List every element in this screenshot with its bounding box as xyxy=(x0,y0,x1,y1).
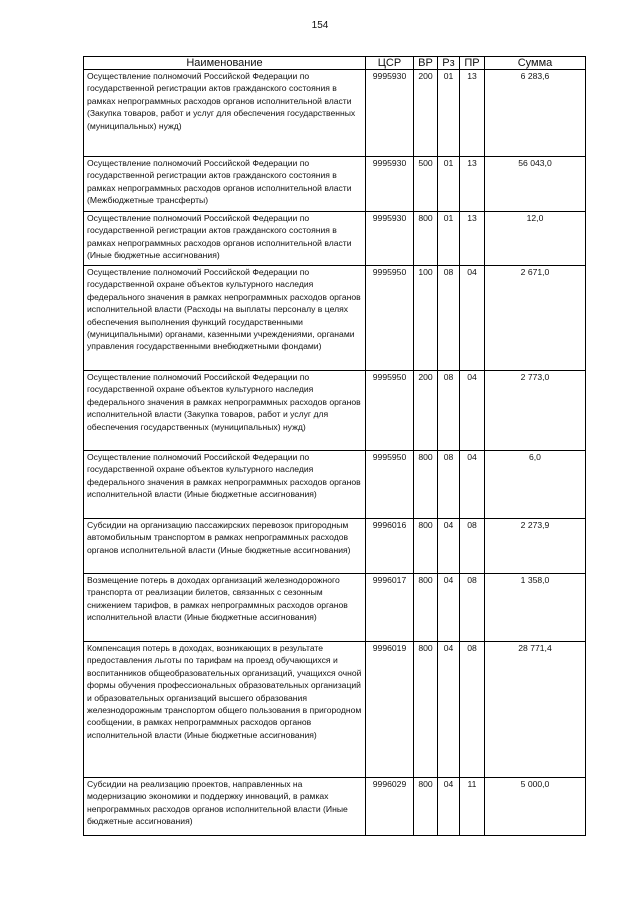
table-row xyxy=(84,157,586,212)
row-sum: 6 283,6 xyxy=(485,70,586,157)
row-vr: 800 xyxy=(414,778,438,836)
row-vr: 800 xyxy=(414,519,438,574)
row-sum: 1 358,0 xyxy=(485,574,586,642)
row-csr: 9995930 xyxy=(366,212,414,266)
row-sum: 2 773,0 xyxy=(485,371,586,451)
row-sum: 2 273,9 xyxy=(485,519,586,574)
row-pr: 04 xyxy=(460,371,485,451)
row-csr: 9995950 xyxy=(366,451,414,519)
table-row xyxy=(84,371,586,451)
row-rz: 04 xyxy=(438,519,460,574)
row-sum: 12,0 xyxy=(485,212,586,266)
row-vr: 200 xyxy=(414,371,438,451)
header-vr: ВР xyxy=(414,57,438,70)
row-pr: 04 xyxy=(460,451,485,519)
header-name: Наименование xyxy=(84,57,366,70)
row-pr: 08 xyxy=(460,519,485,574)
row-csr: 9996016 xyxy=(366,519,414,574)
row-pr: 04 xyxy=(460,266,485,371)
row-name: Осуществление полномочий Российской Федерации по государственной регистрации актов гражданского состояния в рамках непрограммных расходов органов исполнительной власти (Иные бюджетные ассигнования) xyxy=(84,212,366,266)
row-rz: 01 xyxy=(438,212,460,266)
row-csr: 9995950 xyxy=(366,371,414,451)
row-sum: 6,0 xyxy=(485,451,586,519)
header-csr: ЦСР xyxy=(366,57,414,70)
table-row xyxy=(84,642,586,778)
row-csr: 9995930 xyxy=(366,157,414,212)
row-name: Осуществление полномочий Российской Федерации по государственной регистрации актов гражданского состояния в рамках непрограммных расходов органов исполнительной власти (Закупка товаров, работ и услуг для обеспечения государственных (муниципальных) нужд) xyxy=(84,70,366,157)
row-sum: 5 000,0 xyxy=(485,778,586,836)
row-csr: 9996019 xyxy=(366,642,414,778)
row-name: Возмещение потерь в доходах организаций железнодорожного транспорта от реализации билетов, связанных с сезонным снижением тарифов, в рамках непрограммных расходов органов исполнительной власти (Иные бюджетные ассигнования) xyxy=(84,574,366,642)
row-rz: 08 xyxy=(438,371,460,451)
row-rz: 04 xyxy=(438,574,460,642)
budget-table xyxy=(83,56,586,836)
row-sum: 56 043,0 xyxy=(485,157,586,212)
row-pr: 08 xyxy=(460,642,485,778)
row-sum: 2 671,0 xyxy=(485,266,586,371)
row-vr: 500 xyxy=(414,157,438,212)
header-rz: Рз xyxy=(438,57,460,70)
row-name: Субсидии на организацию пассажирских перевозок пригородным автомобильным транспортом в рамках непрограммных расходов органов исполнительной власти (Иные бюджетные ассигнования) xyxy=(84,519,366,574)
row-csr: 9995930 xyxy=(366,70,414,157)
table-row xyxy=(84,574,586,642)
row-rz: 08 xyxy=(438,451,460,519)
row-csr: 9996017 xyxy=(366,574,414,642)
row-vr: 800 xyxy=(414,212,438,266)
header-pr: ПР xyxy=(460,57,485,70)
row-pr: 13 xyxy=(460,70,485,157)
table-row xyxy=(84,70,586,157)
row-csr: 9995950 xyxy=(366,266,414,371)
row-name: Компенсация потерь в доходах, возникающих в результате предоставления льготы по тарифам на проезд обучающихся и воспитанников общеобразовательных организаций, учащихся очной формы обучения профессиональных образовательных организаций и образовательных организаций высшего образования железнодорожным транспортом общего пользования в пригородном сообщении, в рамках непрограммных расходов органов исполнительной власти (Иные бюджетные ассигнования) xyxy=(84,642,366,778)
row-sum: 28 771,4 xyxy=(485,642,586,778)
header-sum: Сумма xyxy=(485,57,586,70)
row-rz: 04 xyxy=(438,778,460,836)
row-vr: 800 xyxy=(414,574,438,642)
row-pr: 08 xyxy=(460,574,485,642)
table-row xyxy=(84,212,586,266)
table-row xyxy=(84,519,586,574)
row-vr: 100 xyxy=(414,266,438,371)
row-vr: 800 xyxy=(414,451,438,519)
row-name: Осуществление полномочий Российской Федерации по государственной охране объектов культурного наследия федерального значения в рамках непрограммных расходов органов исполнительной власти (Расходы на выплаты персоналу в целях обеспечения выполнения функций государственными (муниципальными) органами, казенными учреждениями, органами управления государственными внебюджетными фондами) xyxy=(84,266,366,371)
row-rz: 08 xyxy=(438,266,460,371)
row-pr: 13 xyxy=(460,157,485,212)
row-rz: 01 xyxy=(438,70,460,157)
row-name: Осуществление полномочий Российской Федерации по государственной регистрации актов гражданского состояния в рамках непрограммных расходов органов исполнительной власти (Межбюджетные трансферты) xyxy=(84,157,366,212)
row-name: Субсидии на реализацию проектов, направленных на модернизацию экономики и поддержку инноваций, в рамках непрограммных расходов органов исполнительной власти (Иные бюджетные ассигнования) xyxy=(84,778,366,836)
row-rz: 04 xyxy=(438,642,460,778)
table-row xyxy=(84,451,586,519)
table-row xyxy=(84,778,586,836)
table-row xyxy=(84,266,586,371)
row-vr: 200 xyxy=(414,70,438,157)
row-pr: 13 xyxy=(460,212,485,266)
row-vr: 800 xyxy=(414,642,438,778)
table-header-row xyxy=(84,57,586,70)
row-pr: 11 xyxy=(460,778,485,836)
row-rz: 01 xyxy=(438,157,460,212)
row-name: Осуществление полномочий Российской Федерации по государственной охране объектов культурного наследия федерального значения в рамках непрограммных расходов органов исполнительной власти (Закупка товаров, работ и услуг для обеспечения государственных (муниципальных) нужд) xyxy=(84,371,366,451)
page-number: 154 xyxy=(311,20,329,31)
row-csr: 9996029 xyxy=(366,778,414,836)
row-name: Осуществление полномочий Российской Федерации по государственной охране объектов культурного наследия федерального значения в рамках непрограммных расходов органов исполнительной власти (Иные бюджетные ассигнования) xyxy=(84,451,366,519)
